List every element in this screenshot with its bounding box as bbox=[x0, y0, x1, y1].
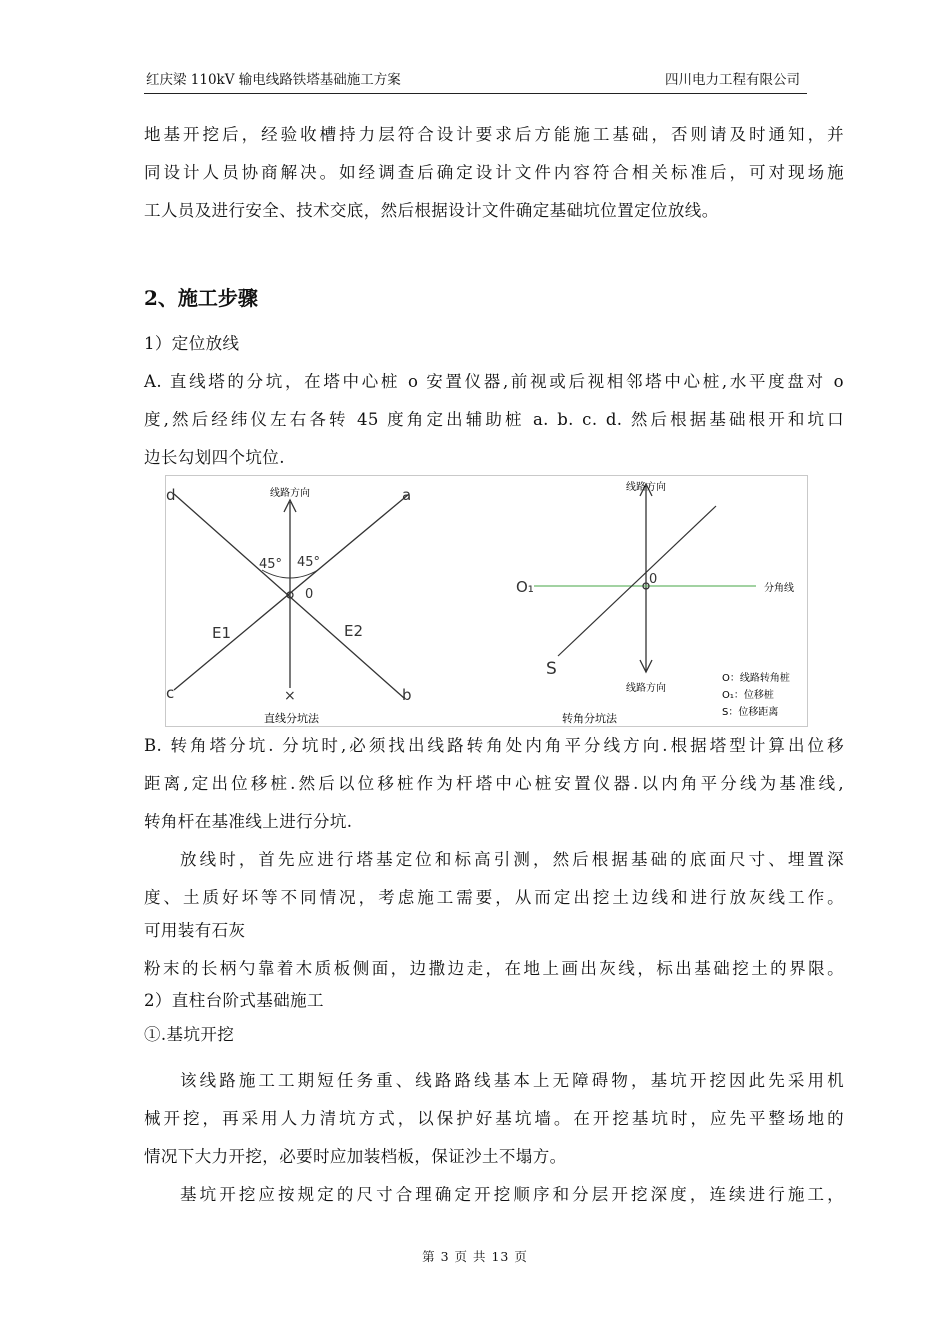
diagonal-d-b bbox=[174, 494, 404, 698]
para-a-line-2: 度,然后经纬仪左右各转 45 度角定出辅助桩 a. b. c. d. 然后根据基础根开和坑口 bbox=[144, 410, 844, 429]
corner-a-label: a bbox=[402, 486, 412, 504]
para-b-line-2: 距离,定出位移桩.然后以位移桩作为杆塔中心桩安置仪器.以内角平分线为基准线, bbox=[144, 774, 844, 793]
intro-line-1: 地基开挖后，经验收槽持力层符合设计要求后方能施工基础，否则请及时通知，并 bbox=[144, 125, 844, 144]
intro-line-3: 工人员及进行安全、技术交底，然后根据设计文件确定基础坑位置定位放线。 bbox=[144, 201, 719, 220]
para-d-line-3: 情况下大力开挖，必要时应加装档板，保证沙土不塌方。 bbox=[144, 1147, 567, 1166]
para-b-line-1: B. 转角塔分坑. 分坑时,必须找出线路转角处内角平分线方向.根据塔型计算出位移 bbox=[144, 736, 844, 755]
para-a-line-1: A. 直线塔的分坑，在塔中心桩 o 安置仪器,前视或后视相邻塔中心桩,水平度盘对 o bbox=[144, 372, 844, 391]
step2-title: 2）直柱台阶式基础施工 bbox=[144, 991, 324, 1010]
angle-right-label: 45° bbox=[297, 555, 321, 570]
left-direction-label: 线路方向 bbox=[270, 488, 310, 499]
angle-tower-diagram bbox=[516, 480, 794, 725]
s-label: S bbox=[546, 659, 557, 679]
angle-left-label: 45° bbox=[259, 557, 283, 572]
right-direction-bottom-label: 线路方向 bbox=[626, 683, 666, 694]
para-c-line-1: 放线时，首先应进行塔基定位和标高引测，然后根据基础的底面尺寸、埋置深 bbox=[180, 850, 844, 869]
right-center-label: 0 bbox=[649, 572, 658, 587]
o1-label: O₁ bbox=[516, 578, 534, 596]
para-c-line-2: 度、土质好坏等不同情况，考虑施工需要，从而定出挖土边线和进行放灰线工作。 bbox=[144, 888, 844, 907]
corner-d-label: d bbox=[166, 486, 176, 504]
para-e-line-1: 基坑开挖应按规定的尺寸合理确定开挖顺序和分层开挖深度，连续进行施工， bbox=[180, 1185, 844, 1204]
section-heading: 2、施工步骤 bbox=[144, 286, 258, 310]
header-title: 红庆梁 110kV 输电线路铁塔基础施工方案 bbox=[146, 72, 401, 88]
corner-c-label: c bbox=[166, 684, 175, 702]
bisector-label: 分角线 bbox=[764, 583, 794, 594]
e2-label: E2 bbox=[344, 622, 364, 640]
para-b-line-3: 转角杆在基准线上进行分坑. bbox=[144, 812, 353, 831]
para-c-line-3: 可用装有石灰 bbox=[144, 921, 246, 940]
page-footer: 第 3 页 共 13 页 bbox=[422, 1249, 528, 1264]
corner-b-label: b bbox=[402, 686, 412, 704]
legend-item-o1: O₁：位移桩 bbox=[722, 690, 774, 701]
step1-title: 1）定位放线 bbox=[144, 334, 240, 353]
step2-sub1: ①.基坑开挖 bbox=[144, 1025, 235, 1044]
para-a-line-3: 边长勾划四个坑位. bbox=[144, 448, 285, 467]
e1-label: E1 bbox=[212, 624, 232, 642]
para-c-line-4: 粉末的长柄勺靠着木质板侧面，边撒边走，在地上画出灰线，标出基础挖土的界限。 bbox=[144, 959, 844, 978]
legend-item-o: O：线路转角桩 bbox=[722, 673, 790, 684]
intro-line-2: 同设计人员协商解决。如经调查后确定设计文件内容符合相关标准后，可对现场施 bbox=[144, 163, 844, 182]
header-rule bbox=[144, 93, 807, 94]
bottom-cross-mark: × bbox=[284, 688, 296, 704]
legend-item-s: S：位移距离 bbox=[722, 707, 779, 718]
staking-diagram bbox=[166, 476, 807, 726]
para-d-line-1: 该线路施工工期短任务重、线路路线基本上无障碍物，基坑开挖因此先采用机 bbox=[180, 1071, 844, 1090]
header-company: 四川电力工程有限公司 bbox=[665, 72, 800, 88]
right-direction-top-label: 线路方向 bbox=[626, 482, 666, 493]
para-d-line-2: 械开挖，再采用人力清坑方式，以保护好基坑墙。在开挖基坑时，应先平整场地的 bbox=[144, 1109, 844, 1128]
right-caption: 转角分坑法 bbox=[562, 712, 617, 725]
left-caption: 直线分坑法 bbox=[264, 712, 319, 725]
angle-line bbox=[558, 506, 716, 656]
center-label: 0 bbox=[305, 587, 314, 602]
staking-figure bbox=[165, 475, 808, 727]
straight-tower-diagram bbox=[166, 486, 412, 725]
